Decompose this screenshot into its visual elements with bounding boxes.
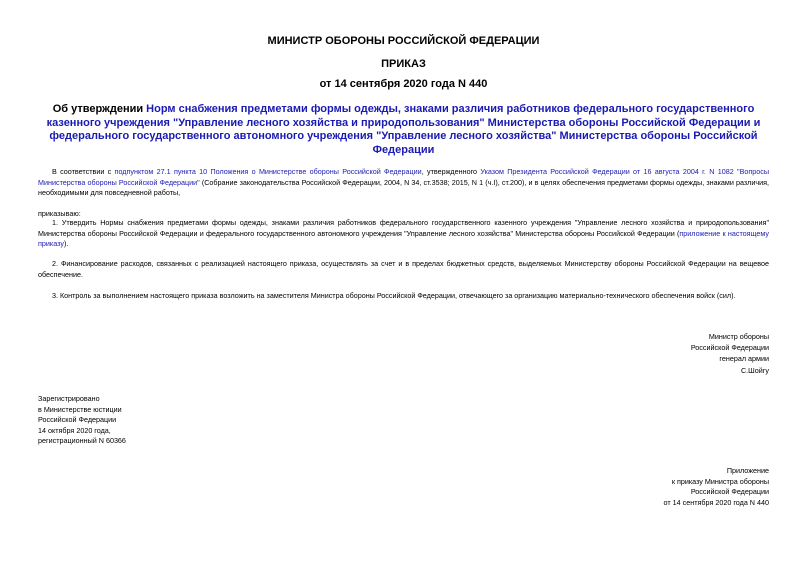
signature-line: генерал армии bbox=[719, 354, 769, 364]
preamble-paragraph bbox=[38, 167, 769, 199]
title-link[interactable]: Норм снабжения предметами формы одежды, знаками различия работников федерального государственного казенного учреждения "Управление лесного хозяйства и природопользования" Министерства обороны Российской Федерации и федерального государственного автономного учреждения "Управление лесного хозяйства" Министерства обороны Российской Федерации bbox=[46, 103, 761, 156]
minister-heading: МИНИСТР ОБОРОНЫ РОССИЙСКОЙ ФЕДЕРАЦИИ bbox=[267, 35, 540, 47]
registration-line: Зарегистрировано bbox=[38, 394, 100, 403]
order-date: от 14 сентября 2020 года N 440 bbox=[319, 78, 488, 90]
appendix-line: к приказу Министра обороны bbox=[671, 476, 769, 486]
preamble-text-3: (Собрание законодательства Российской Федерации, 2004, N 34, ст.3538; 2015, N 1 (ч.I), ст.200), и в целях обеспечения предметами формы одежды, знаками различия, необходимыми для повседневной работы, bbox=[38, 177, 769, 197]
item-1-end: ). bbox=[63, 239, 69, 248]
registration-line: Российской Федерации bbox=[38, 415, 117, 424]
signature-line: Министр обороны bbox=[708, 332, 769, 341]
appendix-line: Приложение bbox=[726, 466, 769, 475]
appendix-line: от 14 сентября 2020 года N 440 bbox=[663, 497, 769, 507]
signature-name: С.Шойгу bbox=[740, 365, 769, 375]
registration-line: в Министерстве юстиции bbox=[38, 404, 122, 414]
order-heading: ПРИКАЗ bbox=[381, 58, 426, 70]
registration-line: регистрационный N 60366 bbox=[38, 436, 126, 445]
item-2-paragraph: 2. Финансирование расходов, связанных с реализацией настоящего приказа, осуществлять за счет и в пределах бюджетных средств, выделяемых Министерству обороны Российской Федерации на вещевое обеспечение. bbox=[38, 259, 769, 279]
item-1-text: 1. Утвердить Нормы снабжения предметами формы одежды, знаками различия работников федерального государственного казенного учреждения "Управление лесного хозяйства и природопользования" Министерства обороны Российской Федерации и федерального государственного автономного учреждения "Управление лесного хозяйства" Министерства обороны Российской Федерации ( bbox=[38, 218, 769, 238]
preamble-text-1: В соответствии с bbox=[52, 167, 115, 176]
regulation-link[interactable]: подпунктом 27.1 пункта 10 Положения о Министерстве обороны Российской Федерации bbox=[114, 167, 422, 176]
signature-line: Российской Федерации bbox=[690, 343, 769, 353]
item-1-paragraph bbox=[38, 218, 769, 250]
appendix-link[interactable]: приложение к настоящему приказу bbox=[38, 228, 769, 248]
document-title bbox=[38, 103, 769, 157]
order-word: приказываю: bbox=[38, 209, 81, 218]
appendix-block bbox=[519, 466, 769, 508]
registration-block bbox=[38, 394, 288, 447]
decree-link[interactable]: Указом Президента Российской Федерации от 16 августа 2004 г. N 1082 "Вопросы Министерства обороны Российской Федерации" bbox=[38, 167, 770, 187]
preamble-text-2: , утвержденного bbox=[421, 167, 481, 176]
title-prefix: Об утверждении bbox=[52, 103, 147, 115]
registration-line: 14 октября 2020 года, bbox=[38, 425, 111, 435]
item-3-paragraph: 3. Контроль за выполнением настоящего приказа возложить на заместителя Министра обороны Российской Федерации, отвечающего за организацию материально-технического обеспечения войск (сил). bbox=[52, 291, 736, 300]
signature-block bbox=[569, 331, 769, 376]
appendix-line: Российской Федерации bbox=[690, 487, 769, 497]
